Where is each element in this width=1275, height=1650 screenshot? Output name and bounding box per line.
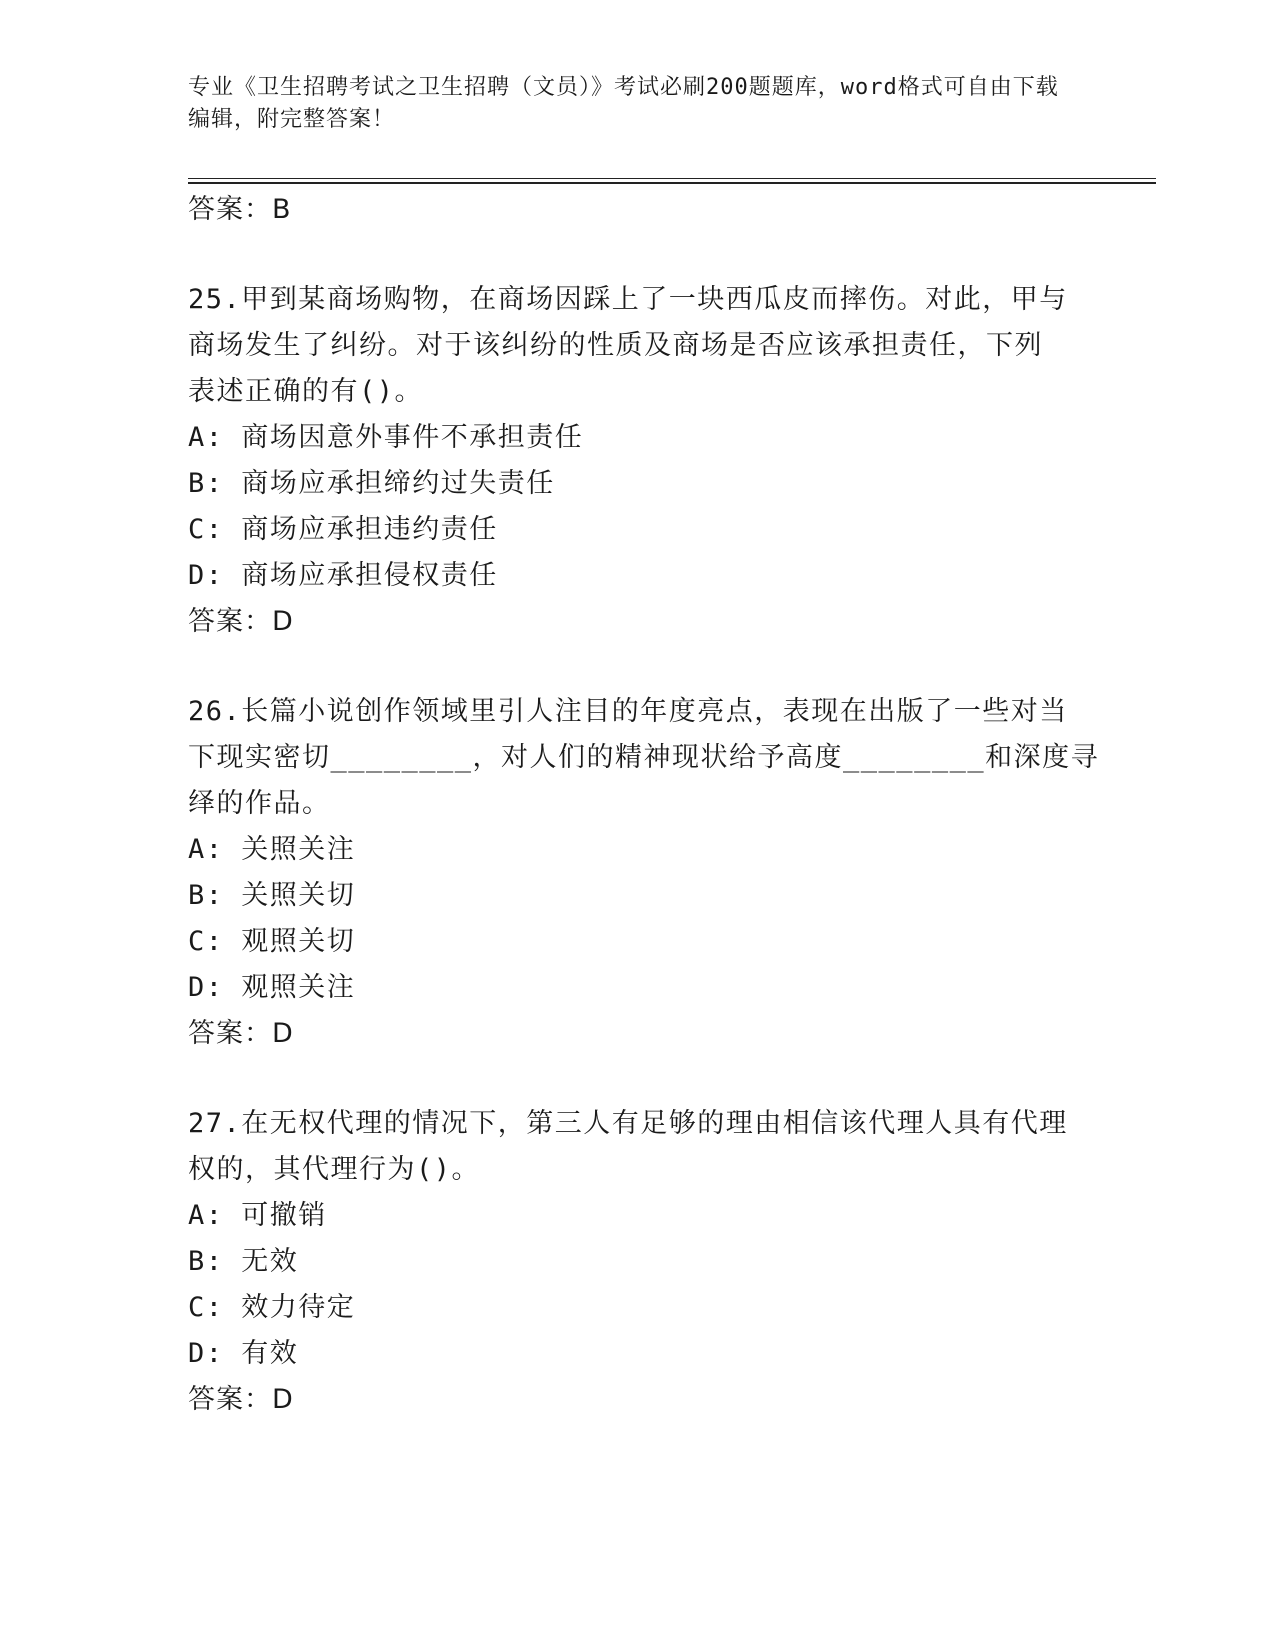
q27-stem-line-2: 权的，其代理行为()。: [188, 1154, 481, 1185]
q26-option-d: D: 观照关注: [188, 972, 356, 1003]
q27-answer: 答案：D: [188, 1384, 294, 1415]
q27-option-b: B: 无效: [188, 1246, 299, 1277]
q25-stem-line-2: 商场发生了纠纷。对于该纠纷的性质及商场是否应该承担责任，下列: [188, 330, 1043, 361]
q27-option-c: C: 效力待定: [188, 1292, 356, 1323]
q25-option-a: A: 商场因意外事件不承担责任: [188, 422, 584, 453]
q26-stem-line-1: 26.长篇小说创作领域里引人注目的年度亮点，表现在出版了一些对当: [188, 696, 1068, 727]
q26-option-c: C: 观照关切: [188, 926, 356, 957]
q25-stem-line-3: 表述正确的有()。: [188, 376, 424, 407]
q26-option-a: A: 关照关注: [188, 834, 356, 865]
q27-option-a: A: 可撤销: [188, 1200, 327, 1231]
q25-option-c: C: 商场应承担违约责任: [188, 514, 498, 545]
q27-option-d: D: 有效: [188, 1338, 299, 1369]
q25-answer: 答案：D: [188, 606, 294, 637]
header-rule-thin: [188, 178, 1156, 179]
q27-stem-line-1: 27.在无权代理的情况下，第三人有足够的理由相信该代理人具有代理: [188, 1108, 1068, 1139]
q26-stem-line-2: 下现实密切________，对人们的精神现状给予高度________和深度寻: [188, 742, 1100, 773]
header-rule-thick: [188, 182, 1156, 184]
q26-option-b: B: 关照关切: [188, 880, 356, 911]
page-header: 专业《卫生招聘考试之卫生招聘（文员）》考试必刷200题题库，word格式可自由下载编辑，附完整答案！: [188, 75, 1059, 132]
q26-stem-line-3: 绎的作品。: [188, 788, 331, 819]
q25-stem-line-1: 25.甲到某商场购物，在商场因踩上了一块西瓜皮而摔伤。对此，甲与: [188, 284, 1068, 315]
prev-answer: 答案：B: [188, 194, 292, 225]
q25-option-b: B: 商场应承担缔约过失责任: [188, 468, 555, 499]
q25-option-d: D: 商场应承担侵权责任: [188, 560, 498, 591]
q26-answer: 答案：D: [188, 1018, 294, 1049]
